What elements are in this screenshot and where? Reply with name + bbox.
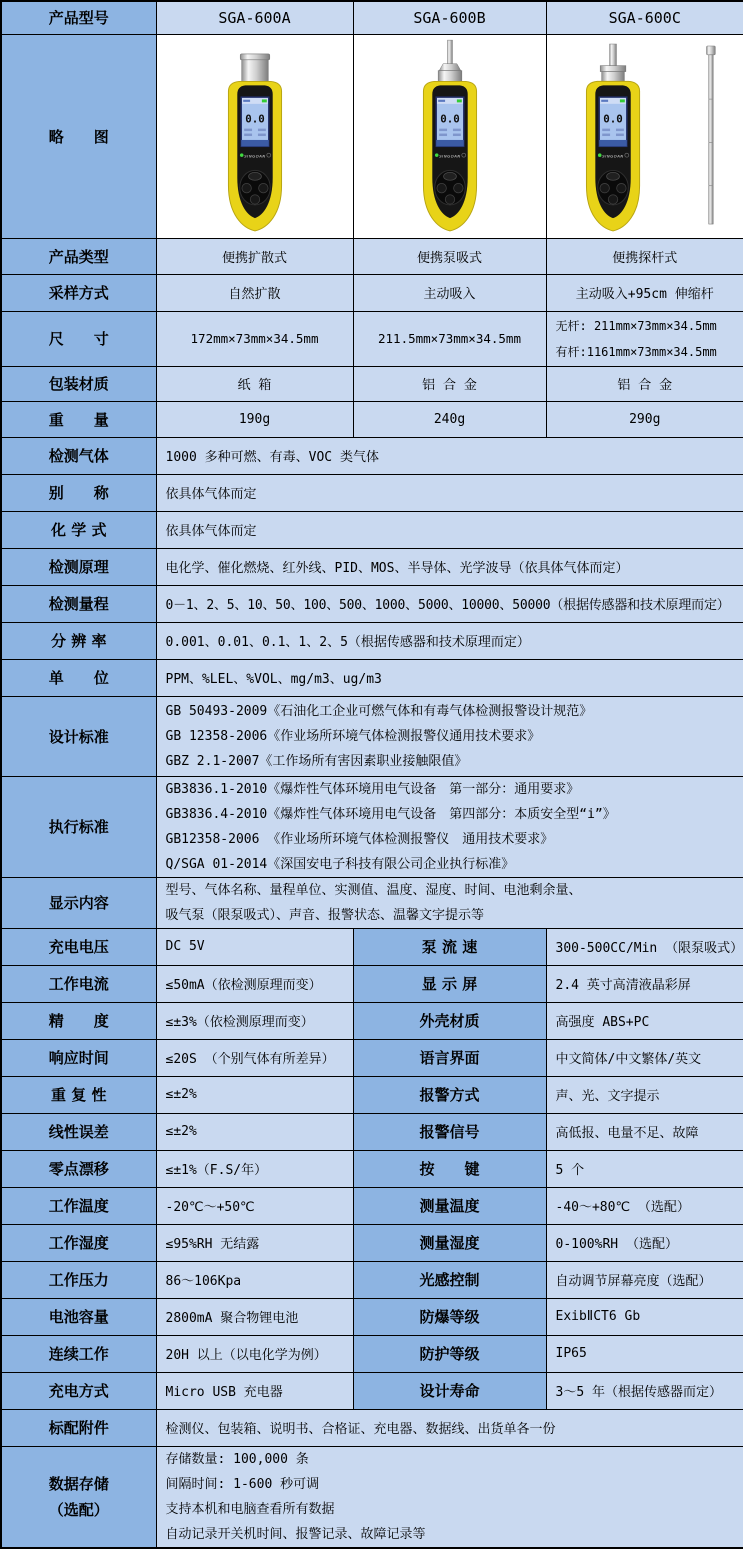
label-charge-mode: 充电方式 — [1, 1372, 156, 1409]
design-standard-value — [156, 696, 743, 776]
label-weight: 重 量 — [1, 401, 156, 437]
label-sketch: 略 图 — [1, 34, 156, 238]
label-language-ui: 语言界面 — [353, 1039, 546, 1076]
telescopic-rod — [706, 45, 715, 223]
label-sampling-method: 采样方式 — [1, 274, 156, 311]
label-design-standard: 设计标准 — [1, 696, 156, 776]
model-sga-600c: SGA-600C — [546, 1, 743, 34]
execution-standard-line: Q/SGA 01-2014《深国安电子科技有限公司企业执行标准》 — [165, 856, 515, 872]
label-light-control: 光感控制 — [353, 1261, 546, 1298]
product-type-c: 便携探杆式 — [546, 238, 743, 274]
data-storage-label-line2: （选配） — [48, 1500, 109, 1519]
detection-range-value: 0－1、2、5、10、50、100、500、1000、5000、10000、50000（根据传感器和技术原理而定） — [156, 585, 743, 622]
model-sga-600a: SGA-600A — [156, 1, 353, 34]
execution-standard-line: GB12358-2006 《作业场所环境气体检测报警仪 通用技术要求》 — [165, 831, 554, 847]
model-sga-600b: SGA-600B — [353, 1, 546, 34]
label-linearity-error: 线性误差 — [1, 1113, 156, 1150]
device-image-sga-600c — [554, 38, 736, 235]
sampling-c: 主动吸入+95cm 伸缩杆 — [546, 274, 743, 311]
label-explosion-proof-grade: 防爆等级 — [353, 1298, 546, 1335]
label-shell-material: 外壳材质 — [353, 1002, 546, 1039]
weight-a: 190g — [156, 401, 353, 437]
label-display-content: 显示内容 — [1, 877, 156, 928]
execution-standard-line: GB3836.4-2010《爆炸性气体环境用电气设备 第四部分：本质安全型“i”》 — [165, 806, 616, 822]
response-time-value: ≤20S （个别气体有所差异） — [156, 1039, 353, 1076]
device-brand-text: SINGOAN — [438, 154, 461, 159]
measure-temperature-value: -40～+80℃ （选配） — [546, 1187, 743, 1224]
standard-accessories-value: 检测仪、包装箱、说明书、合格证、充电器、数据线、出货单各一份 — [156, 1409, 743, 1446]
label-execution-standard: 执行标准 — [1, 776, 156, 877]
design-life-value: 3～5 年（根据传感器而定） — [546, 1372, 743, 1409]
dimensions-c — [546, 311, 743, 366]
label-charge-voltage: 充电电压 — [1, 928, 156, 965]
sampling-a: 自然扩散 — [156, 274, 353, 311]
execution-standard-value — [156, 776, 743, 877]
alias-value: 依具体气体而定 — [156, 474, 743, 511]
repeatability-value: ≤±2% — [156, 1076, 353, 1113]
packing-a: 纸 箱 — [156, 366, 353, 401]
execution-standard-line: GB3836.1-2010《爆炸性气体环境用电气设备 第一部分：通用要求》 — [165, 781, 580, 797]
device-brand-text: SINGOAN — [243, 154, 266, 159]
data-storage-line: 自动记录开关机时间、报警记录、故障记录等 — [165, 1526, 426, 1542]
label-alarm-mode: 报警方式 — [353, 1076, 546, 1113]
protection-class-value: IP65 — [546, 1335, 743, 1372]
label-measure-humidity: 测量湿度 — [353, 1224, 546, 1261]
detect-gas-value: 1000 多种可燃、有毒、VOC 类气体 — [156, 437, 743, 474]
label-packing-material: 包装材质 — [1, 366, 156, 401]
label-standard-accessories: 标配附件 — [1, 1409, 156, 1446]
battery-capacity-value: 2800mA 聚合物锂电池 — [156, 1298, 353, 1335]
device-image-sga-600a — [196, 38, 314, 235]
label-display-screen: 显 示 屏 — [353, 965, 546, 1002]
display-content-value — [156, 877, 743, 928]
device-brand-text: SINGOAN — [602, 154, 624, 159]
zero-drift-value: ≤±1%（F.S/年） — [156, 1150, 353, 1187]
device-image-sga-600b — [391, 38, 509, 235]
weight-c: 290g — [546, 401, 743, 437]
label-detect-gas: 检测气体 — [1, 437, 156, 474]
weight-b: 240g — [353, 401, 546, 437]
label-chemical-formula: 化 学 式 — [1, 511, 156, 548]
sketch-cell-sga-600c — [546, 34, 743, 238]
sampling-b: 主动吸入 — [353, 274, 546, 311]
probe-c — [600, 44, 626, 82]
label-working-current: 工作电流 — [1, 965, 156, 1002]
label-working-humidity: 工作湿度 — [1, 1224, 156, 1261]
label-zero-drift: 零点漂移 — [1, 1150, 156, 1187]
display-screen-value: 2.4 英寸高清液晶彩屏 — [546, 965, 743, 1002]
label-dimensions: 尺 寸 — [1, 311, 156, 366]
sensor-cap-a — [240, 53, 270, 82]
chemical-formula-value: 依具体气体而定 — [156, 511, 743, 548]
working-humidity-value: ≤95%RH 无结露 — [156, 1224, 353, 1261]
light-control-value: 自动调节屏幕亮度（选配） — [546, 1261, 743, 1298]
dimensions-b: 211.5mm×73mm×34.5mm — [353, 311, 546, 366]
explosion-proof-grade-value: ExibⅡCT6 Gb — [546, 1298, 743, 1335]
design-standard-line: GB 50493-2009《石油化工企业可燃气体和有毒气体检测报警设计规范》 — [165, 703, 593, 719]
linearity-error-value: ≤±2% — [156, 1113, 353, 1150]
continuous-work-value: 20H 以上（以电化学为例） — [156, 1335, 353, 1372]
language-ui-value: 中文简体/中文繁体/英文 — [546, 1039, 743, 1076]
label-alarm-signal: 报警信号 — [353, 1113, 546, 1150]
display-content-line: 吸气泵（限泵吸式）、声音、报警状态、温馨文字提示等 — [165, 907, 485, 923]
label-working-temperature: 工作温度 — [1, 1187, 156, 1224]
packing-c: 铝 合 金 — [546, 366, 743, 401]
data-storage-line: 支持本机和电脑查看所有数据 — [165, 1501, 335, 1517]
charge-mode-value: Micro USB 充电器 — [156, 1372, 353, 1409]
label-resolution: 分 辨 率 — [1, 622, 156, 659]
label-detection-principle: 检测原理 — [1, 548, 156, 585]
alarm-signal-value: 高低报、电量不足、故障 — [546, 1113, 743, 1150]
data-storage-line: 存储数量: 100,000 条 — [165, 1451, 309, 1467]
label-battery-capacity: 电池容量 — [1, 1298, 156, 1335]
measure-humidity-value: 0-100%RH （选配） — [546, 1224, 743, 1261]
data-storage-label-line1: 数据存储 — [48, 1474, 109, 1493]
sketch-cell-sga-600a — [156, 34, 353, 238]
label-product-model: 产品型号 — [1, 1, 156, 34]
label-measure-temperature: 测量温度 — [353, 1187, 546, 1224]
pump-flow-value: 300-500CC/Min （限泵吸式） — [546, 928, 743, 965]
label-data-storage — [1, 1446, 156, 1548]
packing-b: 铝 合 金 — [353, 366, 546, 401]
resolution-value: 0.001、0.01、0.1、1、2、5（根据传感器和技术原理而定） — [156, 622, 743, 659]
display-content-line: 型号、气体名称、量程单位、实测值、温度、湿度、时间、电池剩余量、 — [165, 882, 582, 898]
pump-probe-b — [438, 40, 462, 82]
label-alias: 别 称 — [1, 474, 156, 511]
working-current-value: ≤50mA（依检测原理而变） — [156, 965, 353, 1002]
label-protection-class: 防护等级 — [353, 1335, 546, 1372]
label-working-pressure: 工作压力 — [1, 1261, 156, 1298]
product-type-a: 便携扩散式 — [156, 238, 353, 274]
design-standard-line: GB 12358-2006《作业场所环境气体检测报警仪通用技术要求》 — [165, 728, 541, 744]
device-screen-value: 0.0 — [603, 112, 623, 126]
shell-material-value: 高强度 ABS+PC — [546, 1002, 743, 1039]
label-response-time: 响应时间 — [1, 1039, 156, 1076]
detection-principle-value: 电化学、催化燃烧、红外线、PID、MOS、半导体、光学波导（依具体气体而定） — [156, 548, 743, 585]
unit-value: PPM、%LEL、%VOL、mg/m3、ug/m3 — [156, 659, 743, 696]
label-continuous-work: 连续工作 — [1, 1335, 156, 1372]
accuracy-value: ≤±3%（依检测原理而变） — [156, 1002, 353, 1039]
device-screen-value: 0.0 — [439, 112, 460, 126]
device-screen-value: 0.0 — [244, 112, 265, 126]
product-type-b: 便携泵吸式 — [353, 238, 546, 274]
label-accuracy: 精 度 — [1, 1002, 156, 1039]
data-storage-line: 间隔时间: 1-600 秒可调 — [165, 1476, 320, 1492]
label-design-life: 设计寿命 — [353, 1372, 546, 1409]
dimensions-c-no-rod: 无杆: 211mm×73mm×34.5mm — [555, 318, 717, 333]
label-pump-flow: 泵 流 速 — [353, 928, 546, 965]
dimensions-a: 172mm×73mm×34.5mm — [156, 311, 353, 366]
label-keys: 按 键 — [353, 1150, 546, 1187]
sketch-cell-sga-600b — [353, 34, 546, 238]
working-pressure-value: 86～106Kpa — [156, 1261, 353, 1298]
label-repeatability: 重 复 性 — [1, 1076, 156, 1113]
label-product-type: 产品类型 — [1, 238, 156, 274]
dimensions-c-with-rod: 有杆:1161mm×73mm×34.5mm — [555, 344, 717, 359]
charge-voltage-value: DC 5V — [156, 928, 353, 965]
working-temperature-value: -20℃～+50℃ — [156, 1187, 353, 1224]
label-detection-range: 检测量程 — [1, 585, 156, 622]
data-storage-value — [156, 1446, 743, 1548]
keys-value: 5 个 — [546, 1150, 743, 1187]
alarm-mode-value: 声、光、文字提示 — [546, 1076, 743, 1113]
label-unit: 单 位 — [1, 659, 156, 696]
design-standard-line: GBZ 2.1-2007《工作场所有害因素职业接触限值》 — [165, 753, 468, 769]
